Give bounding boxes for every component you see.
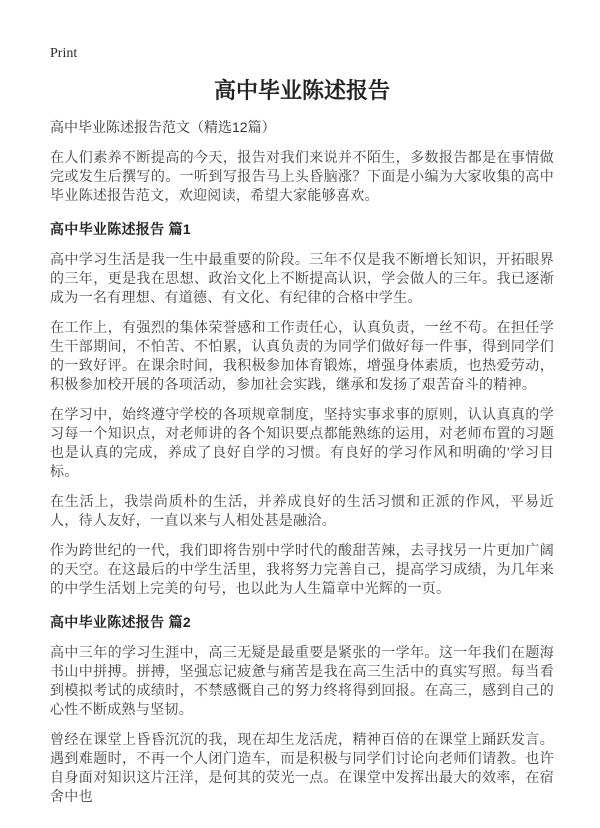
section-1-paragraph-2: 在工作上，有强烈的集体荣誉感和工作责任心，认真负责，一丝不苟。在担任学生干部期间，不怕苦、不怕累，认真负责的为同学们做好每一件事，得到同学们的一致好评。在课余时间，我积极参加体育锻炼，增强身体素质，也热爱劳动，积极参加校开展的各项活动，参加社会实践，继承和发扬了艰苦奋斗的精神。 bbox=[50, 319, 554, 392]
section-1-paragraph-5: 作为跨世纪的一代，我们即将告别中学时代的酸甜苦辣，去寻找另一片更加广阔的天空。在这最后的中学生活里，我将努力完善自己，提高学习成绩，为几年来的中学生活划上完美的句号，也以此为人生篇章中光辉的一页。 bbox=[50, 542, 554, 596]
document-subtitle: 高中毕业陈述报告范文（精选12篇） bbox=[50, 119, 276, 135]
section-2-paragraph-2: 曾经在课堂上昏昏沉沉的我，现在却生龙活虎，精神百倍的在课堂上踊跃发言。遇到难题时，不再一个人闭门造车，而是积极与同学们讨论向老师们请教。也许自身面对知识这片汪洋，是何其的荧光一点。在课堂中发挥出最大的效率，在宿舍中也 bbox=[50, 731, 554, 804]
section-1-paragraph-3: 在学习中，始终遵守学校的各项规章制度，坚持实事求事的原则，认认真真的学习每一个知识点，对老师讲的各个知识要点都能熟练的运用，对老师布置的习题也是认真的完成，养成了良好自学的习惯。有良好的学习作风和明确的'学习目标。 bbox=[50, 406, 554, 479]
section-1-paragraph-1: 高中学习生活是我一生中最重要的阶段。三年不仅是我不断增长知识，开拓眼界的三年，更是我在思想、政治文化上不断提高认识，学会做人的三年。我已逐渐成为一名有理想、有道德、有文化、有纪律的合格中学生。 bbox=[50, 251, 554, 305]
intro-paragraph: 在人们素养不断提高的今天，报告对我们来说并不陌生，多数报告都是在事情做完或发生后撰写的。一听到写报告马上头昏脑涨？下面是小编为大家收集的高中毕业陈述报告范文，欢迎阅读，希望大家能够喜欢。 bbox=[50, 149, 554, 203]
section-2-heading: 高中毕业陈述报告 篇2 bbox=[50, 614, 191, 630]
print-button[interactable]: Print bbox=[50, 46, 78, 61]
section-2-paragraph-1: 高中三年的学习生涯中，高三无疑是最重要是紧张的一学年。这一年我们在题海书山中拼搏。拼搏，坚强忘记疲惫与痛苦是我在高三生活中的真实写照。每当看到模拟考试的成绩时，不禁感慨自己的努力终将得到回报。在高三，感到自己的心性不断成熟与坚韧。 bbox=[50, 644, 554, 717]
section-1-heading: 高中毕业陈述报告 篇1 bbox=[50, 221, 191, 237]
page-title: 高中毕业陈述报告 bbox=[213, 78, 390, 103]
section-1-paragraph-4: 在生活上，我崇尚质朴的生活，并养成良好的生活习惯和正派的作风，平易近人，待人友好，一直以来与人相处甚是融洽。 bbox=[50, 493, 554, 528]
